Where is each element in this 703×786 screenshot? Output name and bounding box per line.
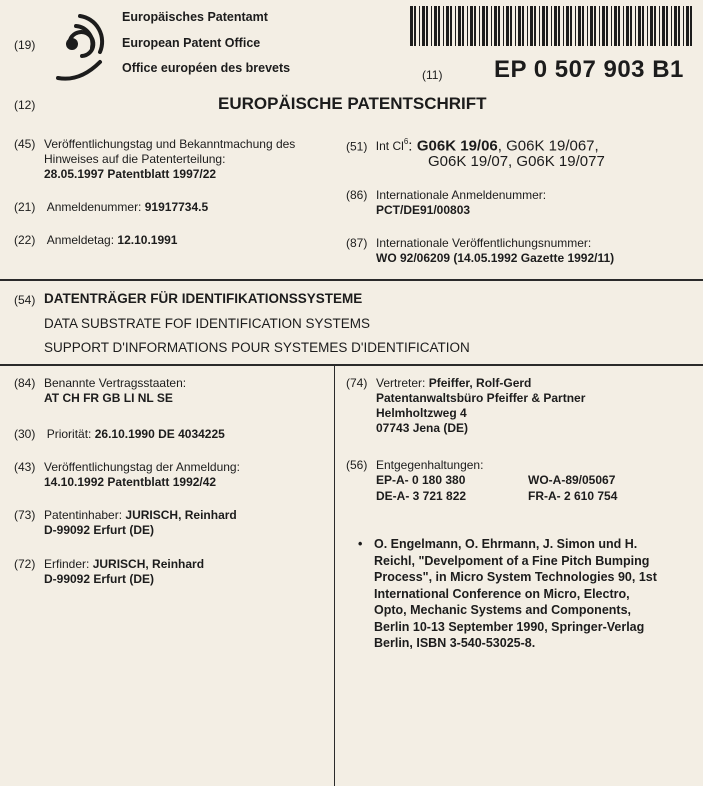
inid-56: (56) — [346, 458, 368, 472]
barcode-bar — [503, 6, 504, 46]
barcode-bar — [458, 6, 461, 46]
barcode-bar — [578, 6, 581, 46]
reference-line-5: Opto, Mechanic Systems and Components, — [374, 603, 631, 617]
barcode-bar — [455, 6, 456, 46]
inid-11: (11) — [422, 68, 443, 82]
int-cl-label: Int Cl — [375, 139, 404, 154]
inid-22-block — [14, 233, 177, 248]
inid-87: (87) — [346, 236, 368, 250]
inventor-address: D-99092 Erfurt (DE) — [44, 572, 155, 586]
barcode-bar — [527, 6, 528, 46]
barcode-bar — [491, 6, 492, 46]
barcode-bar — [659, 6, 660, 46]
proprietor-label: Patentinhaber: — [44, 508, 123, 522]
citation-wo: WO-A-89/05067 — [528, 473, 616, 487]
barcode-bar — [630, 6, 632, 46]
barcode-bar — [438, 6, 440, 46]
barcode-bar — [410, 6, 413, 46]
barcode-bar — [551, 6, 552, 46]
barcode-bar — [474, 6, 476, 46]
divider-1 — [0, 279, 703, 281]
barcode-bar — [590, 6, 593, 46]
title-de: DATENTRÄGER FÜR IDENTIFIKATIONSSYSTEME — [44, 291, 363, 306]
inventor-label: Erfinder: — [44, 557, 90, 571]
barcode-bar — [462, 6, 464, 46]
inid-72-block — [14, 557, 204, 587]
barcode-bar — [522, 6, 524, 46]
intl-application-label: Internationale Anmeldenummer: — [376, 188, 547, 202]
title-fr: SUPPORT D'INFORMATIONS POUR SYSTEMES D'IDENTIFICATION — [44, 340, 470, 355]
inid-45: (45) — [14, 137, 36, 151]
barcode-bar — [674, 6, 677, 46]
barcode-bar — [570, 6, 572, 46]
barcode-bar — [486, 6, 488, 46]
barcode-bar — [506, 6, 509, 46]
barcode-bar — [563, 6, 564, 46]
publication-grant-label-1: Veröffentlichungstag und Bekanntmachung des — [44, 137, 296, 151]
intl-application-value: PCT/DE91/00803 — [376, 203, 471, 217]
barcode-bar — [606, 6, 608, 46]
bullet-icon: • — [358, 537, 363, 551]
barcode-bar — [654, 6, 656, 46]
priority-value: 26.10.1990 DE 4034225 — [94, 427, 225, 441]
inid-51-block: (51) Int Cl$^6$: G06K 19/06, G06K 19/067, — [346, 137, 599, 155]
representative-street: Helmholtzweg 4 — [376, 406, 467, 420]
barcode-bar — [467, 6, 468, 46]
reference-line-7: Berlin, ISBN 3-540-53025-8. — [374, 636, 536, 650]
intl-publication-label: Internationale Veröffentlichungsnummer: — [376, 236, 592, 250]
barcode-bar — [414, 6, 416, 46]
publication-grant-label-2: Hinweises auf die Patenterteilung: — [44, 152, 226, 166]
barcode-bar — [446, 6, 449, 46]
inid-56-block — [346, 458, 696, 505]
barcode-bar — [602, 6, 605, 46]
barcode-bar — [671, 6, 672, 46]
barcode-bar — [683, 6, 684, 46]
barcode-bar — [498, 6, 500, 46]
representative-label: Vertreter: — [376, 376, 426, 390]
barcode-bar — [419, 6, 420, 46]
proprietor-name: JURISCH, Reinhard — [125, 508, 237, 522]
representative-firm: Patentanwaltsbüro Pfeiffer & Partner — [376, 391, 586, 405]
inid-22: (22) — [14, 233, 36, 247]
inid-21-block — [14, 200, 208, 215]
reference-line-3: Process", in Micro System Technologies 90, 1st — [374, 570, 657, 584]
barcode-bar — [662, 6, 665, 46]
priority-label: Priorität: — [46, 427, 92, 441]
citation-ep: EP-A- 0 180 380 — [376, 473, 466, 487]
barcode-bar — [542, 6, 545, 46]
barcode-bar — [666, 6, 668, 46]
inid-54: (54) — [14, 293, 36, 307]
barcode-bar — [587, 6, 588, 46]
filing-date-value: 12.10.1991 — [117, 233, 178, 247]
non-patent-reference — [358, 536, 657, 652]
representative-city: 07743 Jena (DE) — [376, 421, 469, 435]
publication-number: EP 0 507 903 B1 — [494, 56, 684, 83]
barcode-bar — [638, 6, 641, 46]
barcode-bar — [626, 6, 629, 46]
barcode-bar — [554, 6, 557, 46]
int-cl-edition: 6 — [403, 137, 409, 146]
barcode-bar — [575, 6, 576, 46]
document-type: EUROPÄISCHE PATENTSCHRIFT — [218, 94, 487, 113]
inid-73: (73) — [14, 508, 36, 522]
inid-45-block — [14, 137, 295, 182]
inid-74: (74) — [346, 376, 368, 390]
barcode-bar — [599, 6, 600, 46]
reference-line-2: Reichl, "Develpoment of a Fine Pitch Bumping — [374, 553, 650, 568]
barcode-bar — [470, 6, 473, 46]
inid-43: (43) — [14, 460, 36, 474]
designated-states-value: AT CH FR GB LI NL SE — [44, 391, 173, 405]
barcode-bar — [539, 6, 540, 46]
reference-line-4: International Conference on Micro, Electro, — [374, 586, 630, 601]
int-cl-secondary: , G06K 19/067, — [497, 137, 599, 155]
barcode-bar — [582, 6, 584, 46]
barcode-bar — [647, 6, 648, 46]
inid-73-block — [14, 508, 237, 538]
barcode-bar — [534, 6, 536, 46]
barcode-bar — [566, 6, 569, 46]
barcode-bar — [450, 6, 452, 46]
office-name-en: European Patent Office — [122, 36, 261, 50]
office-name-de: Europäisches Patentamt — [122, 10, 268, 24]
inventor-name: JURISCH, Reinhard — [92, 557, 205, 571]
barcode-bar — [510, 6, 512, 46]
barcode-bar — [518, 6, 521, 46]
citation-de: DE-A- 3 721 822 — [376, 489, 467, 503]
inid-51: (51) — [346, 139, 368, 154]
barcode-bar — [618, 6, 620, 46]
barcode-bar — [431, 6, 432, 46]
publication-grant-value: 28.05.1997 Patentblatt 1997/22 — [44, 167, 217, 181]
filing-date-label: Anmeldetag: — [46, 233, 115, 247]
proprietor-address: D-99092 Erfurt (DE) — [44, 523, 155, 537]
barcode-bar — [426, 6, 428, 46]
intl-publication-value: WO 92/06209 (14.05.1992 Gazette 1992/11) — [376, 251, 615, 265]
title-en: DATA SUBSTRATE FOF IDENTIFICATION SYSTEMS — [44, 316, 371, 331]
barcode-bar — [650, 6, 653, 46]
barcode-bar — [690, 6, 692, 46]
office-name-fr: Office européen des brevets — [122, 61, 291, 75]
inid-12: (12) — [14, 98, 36, 112]
barcode-bar — [434, 6, 437, 46]
column-divider — [334, 366, 335, 786]
representative-name: Pfeiffer, Rolf-Gerd — [428, 376, 532, 390]
inid-74-block — [346, 376, 585, 436]
barcode-bar — [443, 6, 444, 46]
divider-2 — [0, 364, 703, 366]
application-publication-value: 14.10.1992 Patentblatt 1992/42 — [44, 475, 217, 489]
application-number-label: Anmeldenummer: — [46, 200, 142, 214]
barcode-bar — [623, 6, 624, 46]
barcode — [410, 6, 693, 46]
barcode-bar — [642, 6, 644, 46]
barcode-bar — [611, 6, 612, 46]
inid-30-block — [14, 427, 225, 442]
inid-86-block — [346, 188, 546, 218]
barcode-bar — [494, 6, 497, 46]
epo-logo-icon — [56, 8, 106, 84]
barcode-bar — [479, 6, 480, 46]
barcode-bar — [515, 6, 516, 46]
citation-fr: FR-A- 2 610 754 — [528, 489, 618, 503]
inid-43-block — [14, 460, 240, 490]
barcode-bar — [530, 6, 533, 46]
inid-72: (72) — [14, 557, 36, 571]
int-cl-line2: G06K 19/07, G06K 19/077 — [428, 153, 605, 170]
barcode-bar — [686, 6, 689, 46]
barcode-bar — [678, 6, 680, 46]
application-number-value: 91917734.5 — [144, 200, 209, 214]
barcode-bar — [558, 6, 560, 46]
reference-line-6: Berlin 10-13 September 1990, Springer-Verlag — [374, 619, 645, 634]
barcode-bar — [594, 6, 596, 46]
barcode-bar — [635, 6, 636, 46]
designated-states-label: Benannte Vertragsstaaten: — [44, 376, 187, 390]
inid-21: (21) — [14, 200, 36, 214]
reference-line-1: O. Engelmann, O. Ehrmann, J. Simon und H. — [374, 537, 638, 551]
inid-87-block — [346, 236, 614, 266]
barcode-bar — [482, 6, 485, 46]
barcode-bar — [614, 6, 617, 46]
inid-86: (86) — [346, 188, 368, 202]
inid-84-block — [14, 376, 186, 406]
inid-19: (19) — [14, 38, 36, 52]
application-publication-label: Veröffentlichungstag der Anmeldung: — [44, 460, 240, 474]
inid-30: (30) — [14, 427, 36, 441]
barcode-bar — [546, 6, 548, 46]
inid-84: (84) — [14, 376, 36, 390]
barcode-bar — [422, 6, 425, 46]
cited-documents-label: Entgegenhaltungen: — [376, 458, 484, 472]
int-cl-main: G06K 19/06 — [416, 137, 498, 155]
